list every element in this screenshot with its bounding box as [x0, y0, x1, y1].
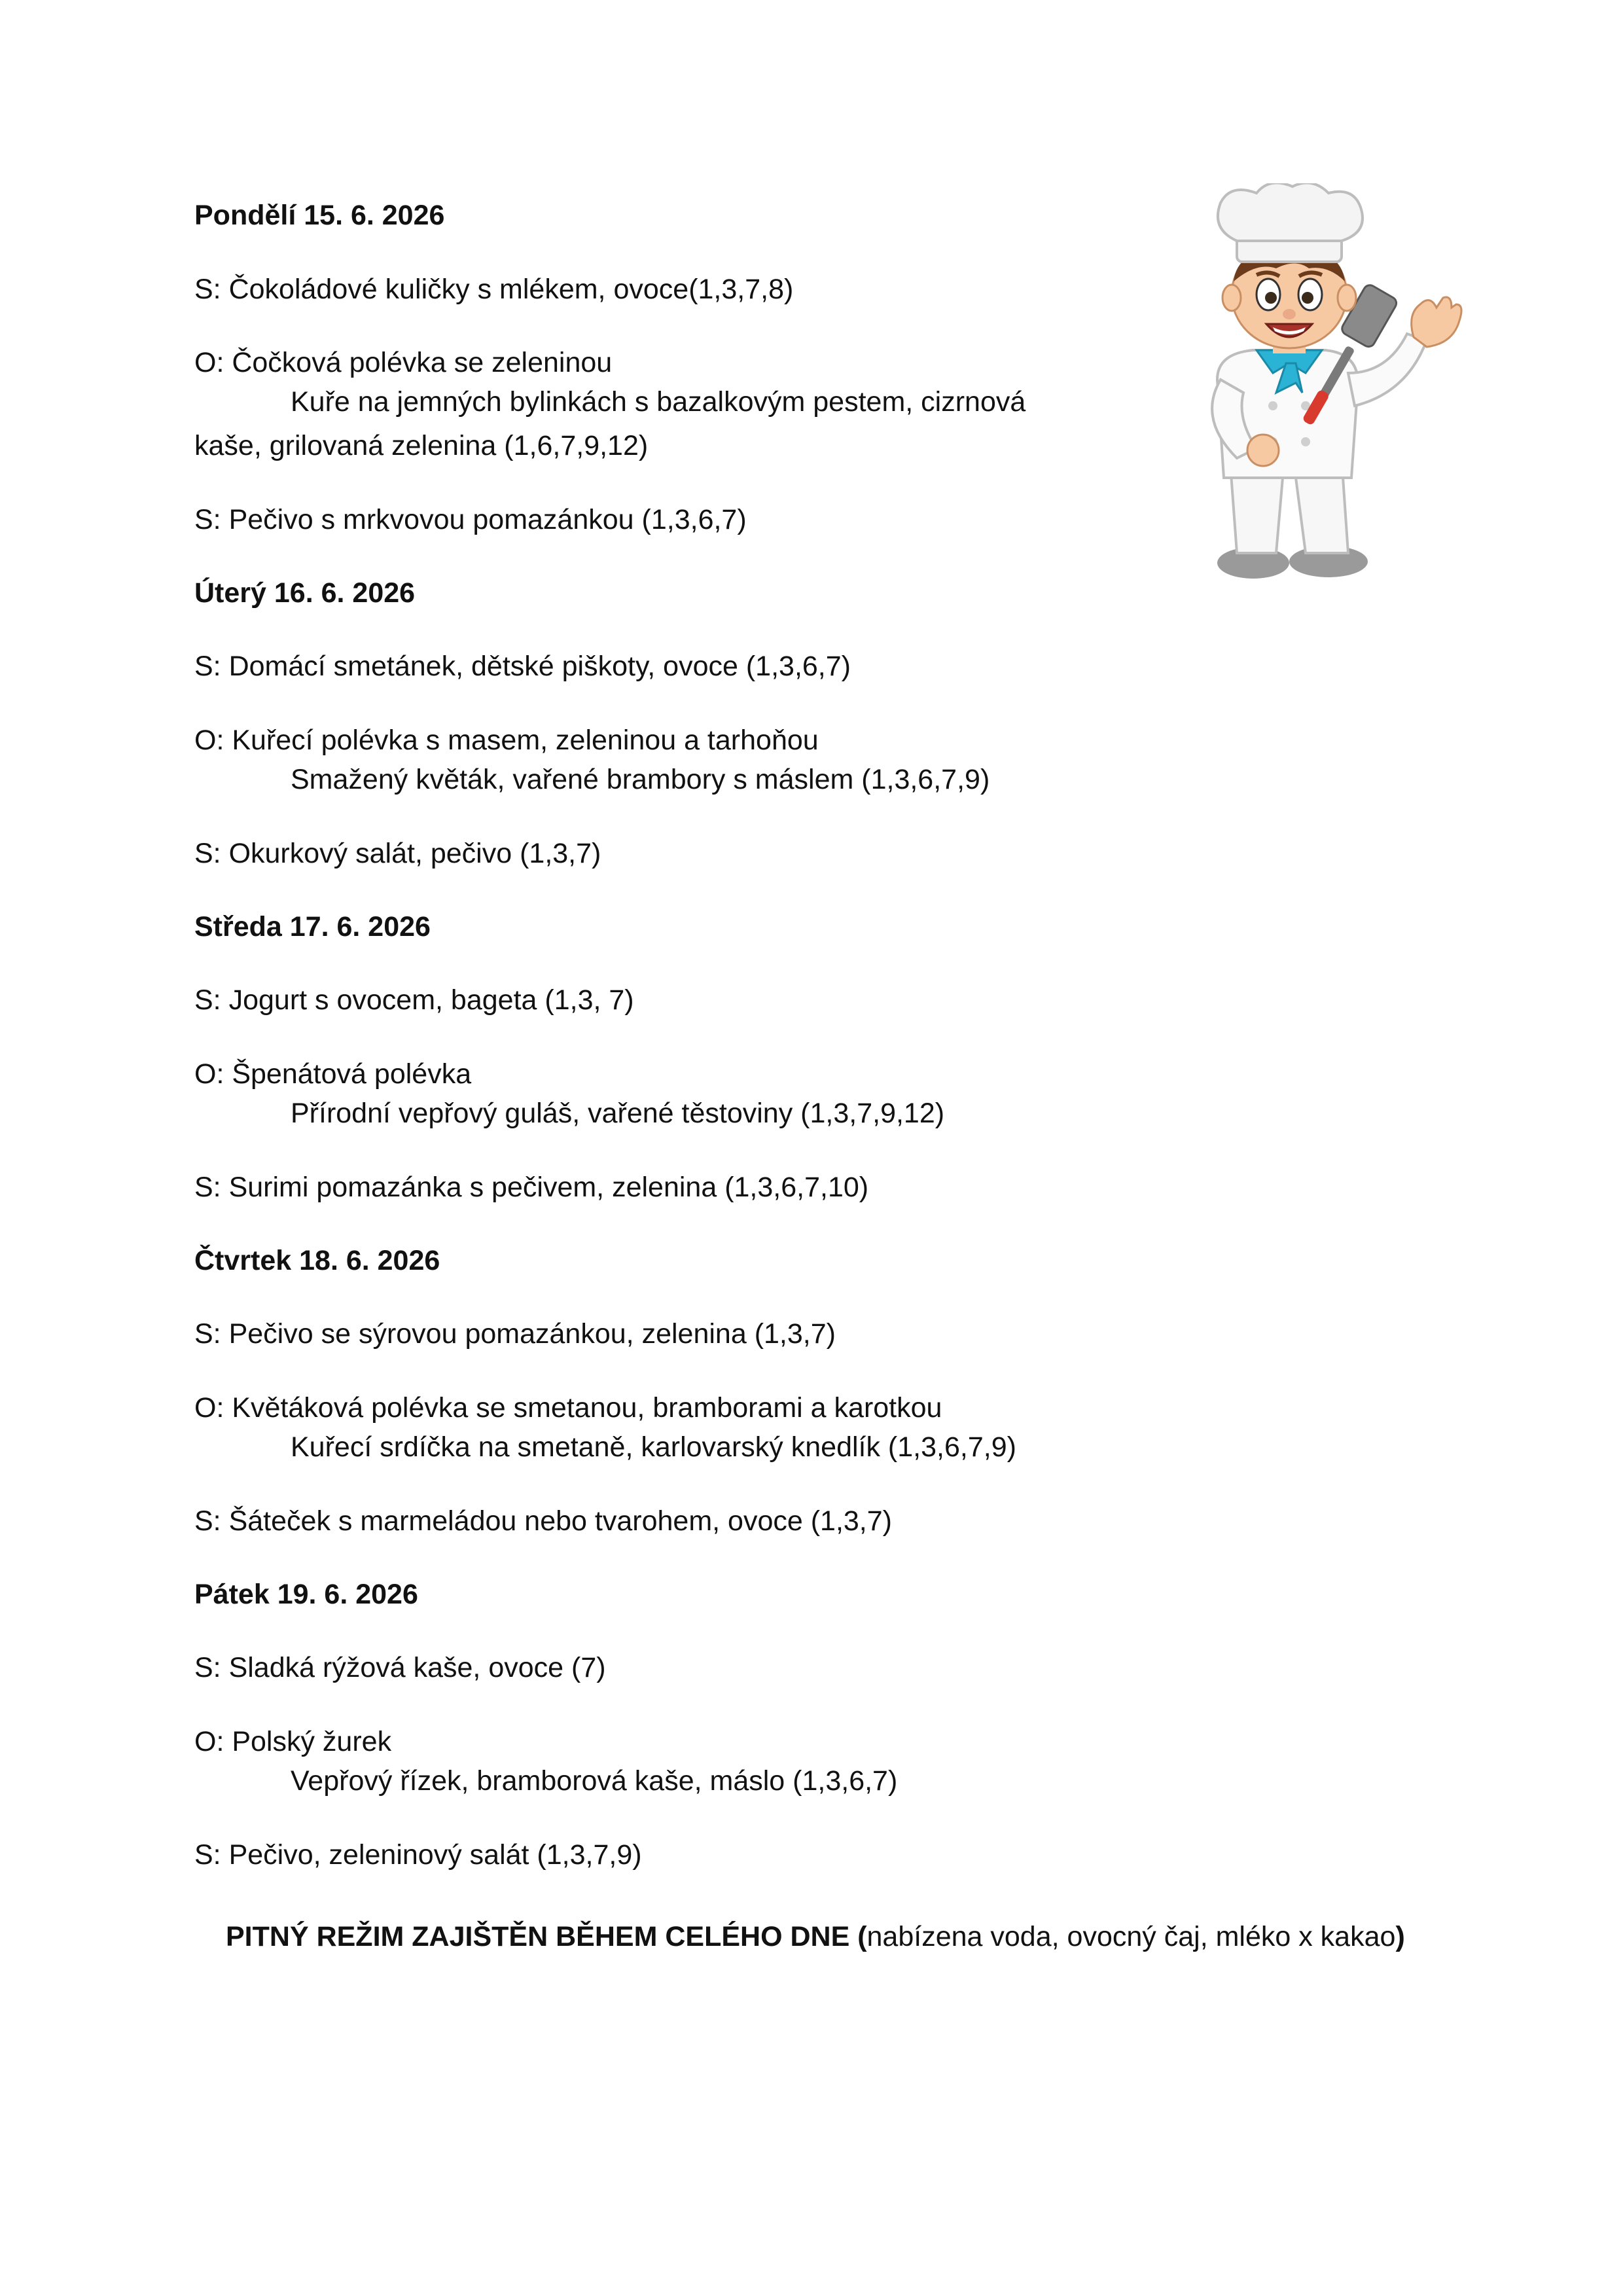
snack-morning-monday: S: Čokoládové kuličky s mlékem, ovoce(1,3,7,8) — [194, 274, 794, 305]
snack-afternoon-tuesday: S: Okurkový salát, pečivo (1,3,7) — [194, 838, 601, 869]
day-header-thursday: Čtvrtek 18. 6. 2026 — [194, 1245, 440, 1276]
lunch-soup-wednesday: O: Špenátová polévka — [194, 1058, 472, 1090]
drinking-regime-note — [226, 1921, 1405, 1953]
day-header-tuesday: Úterý 16. 6. 2026 — [194, 577, 416, 609]
lunch-soup-monday: O: Čočková polévka se zeleninou — [194, 347, 613, 378]
snack-afternoon-friday: S: Pečivo, zeleninový salát (1,3,7,9) — [194, 1839, 642, 1871]
lunch-main-cont-monday: kaše, grilovaná zelenina (1,6,7,9,12) — [194, 430, 649, 461]
chef-holding-hand — [1247, 435, 1279, 466]
chef-ear — [1222, 285, 1241, 311]
chef-hat-puff — [1218, 183, 1363, 241]
chef-ear — [1338, 285, 1356, 311]
drinking-regime-details: nabízena voda, ovocný čaj, mléko x kakao — [866, 1921, 1396, 1952]
drinking-regime-bold: PITNÝ REŽIM ZAJIŠTĚN BĚHEM CELÉHO DNE ( — [226, 1921, 867, 1952]
snack-morning-friday: S: Sladká rýžová kaše, ovoce (7) — [194, 1652, 606, 1683]
chef-pupil — [1265, 292, 1277, 304]
jacket-button — [1268, 401, 1277, 410]
chef-waving-hand — [1412, 297, 1461, 347]
lunch-soup-friday: O: Polský žurek — [194, 1726, 392, 1757]
chef-nose — [1283, 309, 1296, 319]
snack-afternoon-wednesday: S: Surimi pomazánka s pečivem, zelenina (1,3,6,7,10) — [194, 1172, 869, 1203]
snack-morning-tuesday: S: Domácí smetánek, dětské piškoty, ovoce (1,3,6,7) — [194, 651, 851, 682]
lunch-soup-thursday: O: Květáková polévka se smetanou, bramborami a karotkou — [194, 1392, 942, 1424]
chef-cartoon-icon — [1139, 183, 1492, 589]
chef-right-arm — [1348, 334, 1427, 406]
chef-pupil — [1302, 292, 1313, 304]
snack-morning-wednesday: S: Jogurt s ovocem, bageta (1,3, 7) — [194, 984, 634, 1016]
lunch-soup-tuesday: O: Kuřecí polévka s masem, zeleninou a tarhoňou — [194, 725, 819, 756]
snack-afternoon-thursday: S: Šáteček s marmeládou nebo tvarohem, ovoce (1,3,7) — [194, 1505, 892, 1537]
lunch-main-wednesday: Přírodní vepřový guláš, vařené těstoviny (1,3,7,9,12) — [291, 1098, 945, 1129]
day-header-wednesday: Středa 17. 6. 2026 — [194, 911, 431, 942]
jacket-button — [1301, 437, 1310, 446]
day-header-friday: Pátek 19. 6. 2026 — [194, 1579, 418, 1610]
snack-morning-thursday: S: Pečivo se sýrovou pomazánkou, zelenina (1,3,7) — [194, 1318, 836, 1350]
lunch-main-thursday: Kuřecí srdíčka na smetaně, karlovarský knedlík (1,3,6,7,9) — [291, 1431, 1016, 1463]
lunch-main-friday: Vepřový řízek, bramborová kaše, máslo (1,3,6,7) — [291, 1765, 898, 1797]
lunch-main-tuesday: Smažený květák, vařené brambory s máslem (1,3,6,7,9) — [291, 764, 990, 795]
drinking-regime-close: ) — [1395, 1921, 1405, 1952]
day-header-monday: Pondělí 15. 6. 2026 — [194, 200, 445, 231]
snack-afternoon-monday: S: Pečivo s mrkvovou pomazánkou (1,3,6,7) — [194, 504, 747, 535]
lunch-main-monday: Kuře na jemných bylinkách s bazalkovým pestem, cizrnová — [291, 386, 1026, 418]
